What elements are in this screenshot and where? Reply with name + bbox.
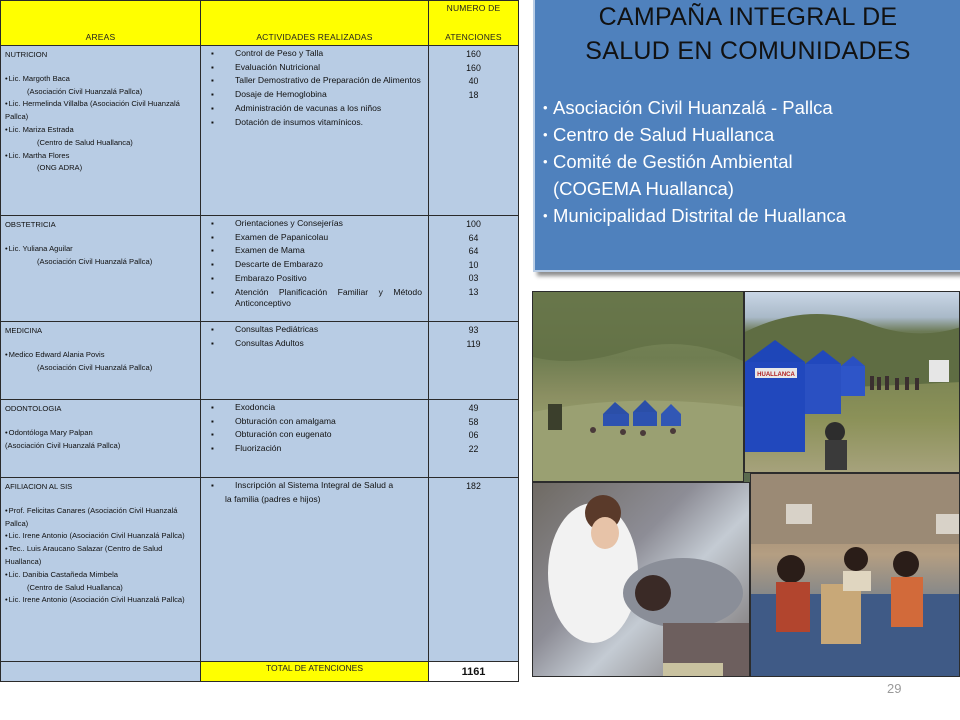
activity-item: ▪ Descarte de Embarazo xyxy=(209,259,422,271)
staff-entry: • Odontóloga Mary Palpan xyxy=(5,427,197,440)
attention-count: 160 xyxy=(466,62,481,73)
staff-entry: • Lic. Danibia Castañeda Mimbela xyxy=(5,569,197,582)
staff-entry: • Prof. Felicitas Canares (Asociación Civil Huanzalá Pallca) xyxy=(5,505,197,531)
staff-entry: (ONG ADRA) xyxy=(37,163,83,173)
total-value: 1161 xyxy=(429,662,519,682)
partner-item xyxy=(543,148,960,202)
staff-entry: (Centro de Salud Huallanca) xyxy=(27,582,123,592)
area-cell xyxy=(1,322,201,400)
header-areas: AREAS xyxy=(1,1,201,46)
staff-entry: • Tec.. Luis Araucano Salazar (Centro de Salud Huallanca) xyxy=(5,543,197,569)
activity-item: ▪ Evaluación Nutricional xyxy=(209,62,422,74)
campaign-title-line1: CAMPAÑA INTEGRAL DE xyxy=(598,3,898,31)
activities-cell xyxy=(201,322,429,400)
total-label: TOTAL DE ATENCIONES xyxy=(201,662,429,682)
attention-count: 119 xyxy=(466,338,481,349)
activity-continuation: la familia (padres e hijos) xyxy=(225,493,321,504)
partner-item xyxy=(543,121,960,148)
activity-list xyxy=(209,480,422,492)
partner-name: Centro de Salud Huallanca xyxy=(553,124,775,145)
activity-item: ▪ Inscripción al Sistema Integral de Salud a xyxy=(209,480,422,492)
staff-entry: • Lic. Irene Antonio (Asociación Civil Huanzalá Pallca) xyxy=(5,530,197,543)
activity-item: ▪ Embarazo Positivo xyxy=(209,273,422,285)
attention-count: 18 xyxy=(468,89,479,100)
area-cell xyxy=(1,478,201,662)
campaign-title-line2: SALUD EN COMUNIDADES xyxy=(585,37,911,65)
attention-count: 13 xyxy=(468,286,479,297)
table-header-row xyxy=(1,1,519,46)
activity-item: ▪ Dotación de insumos vitamínicos. xyxy=(209,117,422,129)
counts-cell xyxy=(429,216,519,322)
attention-count: 160 xyxy=(466,49,481,59)
attention-count: 03 xyxy=(468,273,479,284)
header-count xyxy=(429,1,519,46)
counts-cell xyxy=(429,322,519,400)
activity-item: ▪ Control de Peso y Talla xyxy=(209,48,422,60)
attention-count: 40 xyxy=(468,76,479,87)
photo-nutrition-workshop-image xyxy=(751,474,960,677)
staff-entry: • Lic. Mariza Estrada xyxy=(5,124,197,137)
staff-entry: • Lic. Margoth Baca xyxy=(5,73,197,86)
area-name: OBSTETRICIA xyxy=(5,220,56,229)
staff-entry: (Asociación Civil Huanzalá Pallca) xyxy=(27,86,143,96)
attention-count: 93 xyxy=(468,325,479,335)
activity-list xyxy=(209,402,422,455)
table-row xyxy=(1,478,519,662)
activity-list xyxy=(209,324,422,349)
partner-item xyxy=(543,202,960,229)
header-activities: ACTIVIDADES REALIZADAS xyxy=(201,1,429,46)
attention-count: 64 xyxy=(468,246,479,257)
area-cell xyxy=(1,400,201,478)
staff-entry: (Asociación Civil Huanzalá Pallca) xyxy=(5,440,121,450)
partner-name: Comité de Gestión Ambiental xyxy=(553,151,793,172)
activity-item: ▪ Dosaje de Hemoglobina xyxy=(209,89,422,101)
attention-count: 49 xyxy=(468,403,479,413)
staff-entry: (Asociación Civil Huanzalá Pallca) xyxy=(37,256,153,266)
activity-item: ▪ Consultas Pediátricas xyxy=(209,324,422,336)
area-name: ODONTOLOGIA xyxy=(5,404,62,413)
total-row xyxy=(1,662,519,682)
photo-tents-queue-image xyxy=(745,292,960,473)
activity-item: ▪ Examen de Mama xyxy=(209,245,422,257)
table-row xyxy=(1,46,519,216)
attention-count: 10 xyxy=(468,259,479,270)
attention-count: 182 xyxy=(466,481,481,491)
activities-cell xyxy=(201,400,429,478)
tent-banner: HUALLANCA xyxy=(757,372,795,378)
activity-item: ▪ Consultas Adultos xyxy=(209,338,422,350)
page-number: 29 xyxy=(887,681,902,696)
partner-name-continued: (COGEMA Huallanca) xyxy=(553,178,734,199)
attention-count: 64 xyxy=(468,232,479,243)
staff-entry: • Lic. Martha Flores xyxy=(5,150,197,163)
activity-item: ▪ Fluorización xyxy=(209,443,422,455)
area-cell xyxy=(1,216,201,322)
photo-dental-care xyxy=(532,482,750,677)
total-blank-cell xyxy=(1,662,201,682)
counts-cell xyxy=(429,46,519,216)
campaign-title xyxy=(535,0,960,68)
activity-item: ▪ Administración de vacunas a los niños xyxy=(209,103,422,115)
activity-item: ▪ Obturación con eugenato xyxy=(209,429,422,441)
photo-tents-queue xyxy=(744,291,960,473)
activity-list xyxy=(209,218,422,310)
header-count-line2: ATENCIONES xyxy=(445,32,502,42)
staff-entry: • Lic. Hermelinda Villalba (Asociación Civil Huanzalá Pallca) xyxy=(5,98,197,124)
counts-cell xyxy=(429,478,519,662)
header-count-line1: NUMERO DE xyxy=(446,3,501,13)
area-name: NUTRICION xyxy=(5,50,48,59)
photo-collage xyxy=(532,291,960,677)
photo-field-tents xyxy=(532,291,744,482)
table-row xyxy=(1,216,519,322)
activity-item: ▪ Examen de Papanicolau xyxy=(209,232,422,244)
staff-entry: • Lic. Irene Antonio (Asociación Civil Huanzalá Pallca) xyxy=(5,594,197,607)
activity-list xyxy=(209,48,422,128)
staff-entry: • Medico Edward Alania Povis xyxy=(5,349,197,362)
area-name: MEDICINA xyxy=(5,326,43,335)
activities-cell xyxy=(201,46,429,216)
table-row xyxy=(1,322,519,400)
campaign-title-box xyxy=(533,0,960,272)
partner-name: Municipalidad Distrital de Huallanca xyxy=(553,205,847,226)
table-row xyxy=(1,400,519,478)
activity-item: ▪ Orientaciones y Consejerías xyxy=(209,218,422,230)
partner-item xyxy=(543,94,960,121)
activity-item: ▪ Taller Demostrativo de Preparación de Alimentos xyxy=(209,75,422,87)
activity-item: ▪ Obturación con amalgama xyxy=(209,416,422,428)
activities-cell xyxy=(201,478,429,662)
staff-entry: (Centro de Salud Huallanca) xyxy=(37,137,133,147)
attention-count: 58 xyxy=(468,416,479,427)
staff-entry: (Asociación Civil Huanzalá Pallca) xyxy=(37,362,153,372)
photo-field-tents-image xyxy=(533,292,744,482)
photo-nutrition-workshop xyxy=(750,473,960,677)
attention-count: 22 xyxy=(468,443,479,454)
area-cell xyxy=(1,46,201,216)
partner-name: Asociación Civil Huanzalá - Pallca xyxy=(553,97,833,118)
activity-item: ▪ Exodoncia xyxy=(209,402,422,414)
activities-cell xyxy=(201,216,429,322)
photo-dental-care-image xyxy=(533,483,750,677)
attention-count: 06 xyxy=(468,430,479,441)
activity-item: ▪ Atención Planificación Familiar y Método Anticonceptivo xyxy=(209,287,422,310)
counts-cell xyxy=(429,400,519,478)
partner-list xyxy=(535,94,960,229)
attention-count: 100 xyxy=(466,219,481,229)
staff-entry: • Lic. Yuliana Aguilar xyxy=(5,243,197,256)
area-name: AFILIACION AL SIS xyxy=(5,482,73,491)
